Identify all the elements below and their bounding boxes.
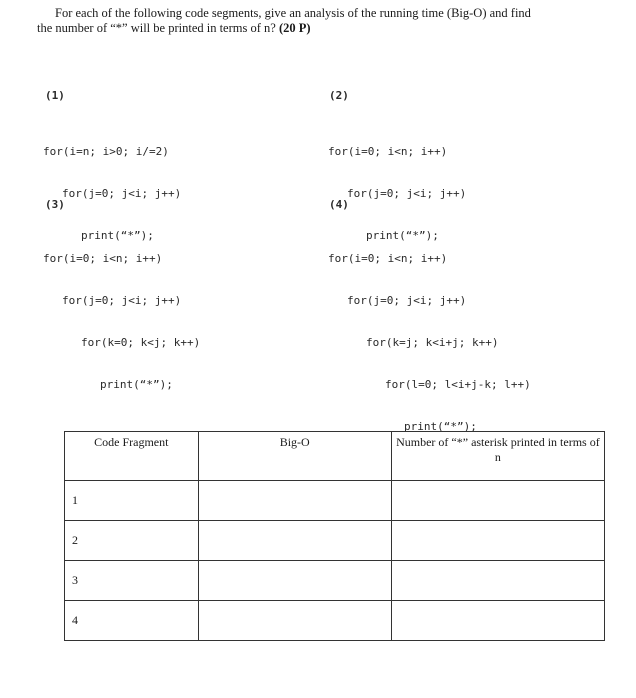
segment-4-line-3: for(k=j; k<i+j; k++) (366, 336, 499, 349)
big-o-cell[interactable] (198, 601, 391, 641)
question-text (37, 6, 597, 36)
segment-1-label: (1) (45, 89, 65, 102)
segment-1-line-3: print(“*”); (81, 229, 154, 242)
count-cell[interactable] (391, 481, 604, 521)
question-line-2 (37, 21, 597, 36)
header-big-o: Big-O (198, 432, 391, 481)
segment-1-line-2: for(j=0; j<i; j++) (62, 187, 182, 200)
segment-2-line-1: for(i=0; i<n; i++) (328, 145, 448, 158)
table-row (65, 561, 605, 601)
big-o-cell[interactable] (198, 561, 391, 601)
segment-4-line-5: print(“*”); (404, 420, 477, 433)
row-number: 3 (65, 561, 199, 601)
big-o-cell[interactable] (198, 521, 391, 561)
table-row (65, 481, 605, 521)
segment-4-code (328, 224, 531, 448)
count-cell[interactable] (391, 521, 604, 561)
segment-4-line-4: for(l=0; l<i+j-k; l++) (385, 378, 531, 391)
table-row (65, 601, 605, 641)
segment-2-label: (2) (329, 89, 349, 102)
segment-2-line-2: for(j=0; j<i; j++) (347, 187, 467, 200)
question-line-2-text: the number of “*” will be printed in terms of n? (37, 21, 276, 35)
segment-3-line-2: for(j=0; j<i; j++) (62, 294, 182, 307)
segment-4-line-2: for(j=0; j<i; j++) (347, 294, 467, 307)
row-number: 4 (65, 601, 199, 641)
count-cell[interactable] (391, 601, 604, 641)
segment-4-label: (4) (329, 198, 349, 211)
segment-3-code (43, 224, 200, 406)
header-asterisk-count: Number of “*” asterisk printed in terms of n (391, 432, 604, 481)
table-row (65, 521, 605, 561)
segment-3-line-4: print(“*”); (100, 378, 173, 391)
segment-3-line-1: for(i=0; i<n; i++) (43, 252, 163, 265)
answer-table (64, 431, 605, 641)
row-number: 2 (65, 521, 199, 561)
count-cell[interactable] (391, 561, 604, 601)
big-o-cell[interactable] (198, 481, 391, 521)
segment-3-line-3: for(k=0; k<j; k++) (81, 336, 201, 349)
table-header-row (65, 432, 605, 481)
segment-2-line-3: print(“*”); (366, 229, 439, 242)
row-number: 1 (65, 481, 199, 521)
segment-4-line-1: for(i=0; i<n; i++) (328, 252, 448, 265)
question-line-1: For each of the following code segments, give an analysis of the running time (Big-O) and find (55, 6, 531, 20)
header-code-fragment: Code Fragment (65, 432, 199, 481)
question-points: (20 P) (278, 21, 311, 35)
segment-1-line-1: for(i=n; i>0; i/=2) (43, 145, 169, 158)
segment-3-label: (3) (45, 198, 65, 211)
